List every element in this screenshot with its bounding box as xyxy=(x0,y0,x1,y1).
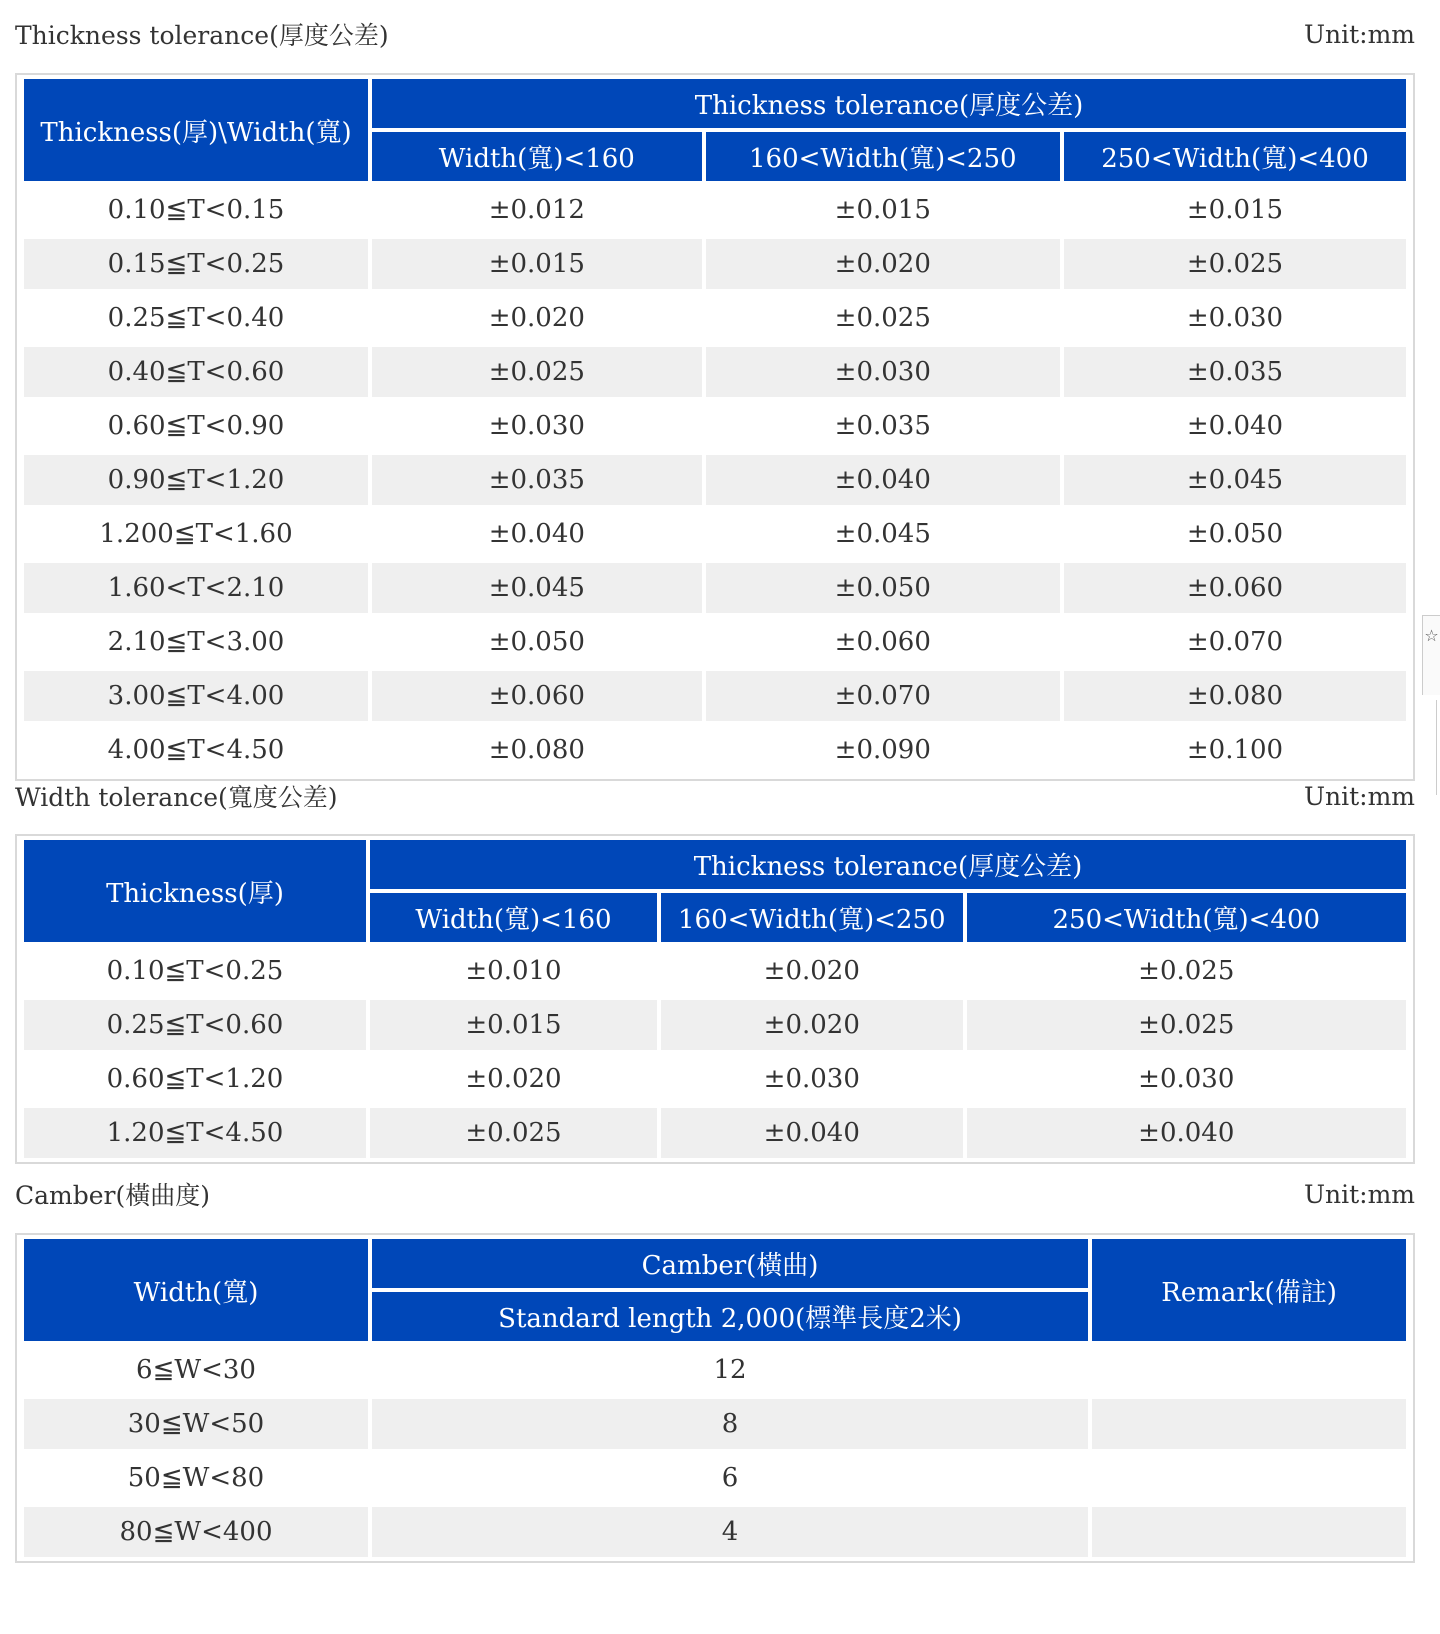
table-cell: ±0.035 xyxy=(1064,347,1406,397)
thickness-section-title: Thickness tolerance(厚度公差) xyxy=(15,21,389,50)
thickness-tolerance-table xyxy=(20,75,1410,779)
row-label-cell: 0.10≦T<0.15 xyxy=(107,195,285,225)
table-cell: ±0.040 xyxy=(1186,411,1284,441)
column-header: 250<Width(寬)<400 xyxy=(1064,132,1406,181)
width-section-title: Width tolerance(寬度公差) xyxy=(15,783,338,812)
table-cell: ±0.045 xyxy=(834,519,931,549)
row-label-cell: 1.200≦T<1.60 xyxy=(99,519,293,549)
table-cell: ±0.025 xyxy=(1138,956,1235,986)
table-row xyxy=(24,617,1406,667)
row-label-cell: 1.20≦T<4.50 xyxy=(24,1108,366,1158)
column-header: Width(寬)<160 xyxy=(372,132,702,181)
table-cell: ±0.012 xyxy=(488,195,585,225)
table-cell: ±0.015 xyxy=(834,195,931,225)
group-header: Thickness tolerance(厚度公差) xyxy=(370,840,1406,889)
width-section-unit: Unit:mm xyxy=(1303,781,1415,811)
table-cell: ±0.060 xyxy=(372,671,702,721)
group-header: Camber(橫曲) xyxy=(372,1239,1088,1288)
table-cell: ±0.025 xyxy=(372,347,702,397)
table-cell: ±0.030 xyxy=(1186,303,1284,333)
row-label-cell: 0.25≦T<0.40 xyxy=(107,303,285,333)
side-widget[interactable] xyxy=(1422,615,1440,695)
row-label-cell: 2.10≦T<3.00 xyxy=(107,627,285,657)
thickness-section-unit: Unit:mm xyxy=(1303,19,1415,49)
table-cell: ±0.015 xyxy=(370,1000,657,1050)
table-row xyxy=(24,293,1406,343)
table-cell xyxy=(1092,1507,1406,1557)
column-header: 250<Width(寬)<400 xyxy=(967,893,1406,942)
table-cell: ±0.025 xyxy=(967,1000,1406,1050)
table-row xyxy=(24,1507,1406,1557)
row-label-cell: 0.15≦T<0.25 xyxy=(24,239,368,289)
table-cell: ±0.020 xyxy=(661,1000,963,1050)
group-header: Thickness tolerance(厚度公差) xyxy=(372,79,1406,128)
table-row xyxy=(24,455,1406,505)
table-cell: ±0.080 xyxy=(1064,671,1406,721)
table-cell: 6 xyxy=(721,1463,739,1493)
table-cell: ±0.025 xyxy=(370,1108,657,1158)
table-cell: ±0.030 xyxy=(763,1064,860,1094)
table-cell: ±0.100 xyxy=(1186,735,1284,765)
row-label-cell: 0.60≦T<1.20 xyxy=(106,1064,284,1094)
table-cell: ±0.040 xyxy=(488,519,585,549)
row-label-cell: 30≦W<50 xyxy=(24,1399,368,1449)
row-label-cell: 0.60≦T<0.90 xyxy=(107,411,285,441)
table-cell: ±0.060 xyxy=(1064,563,1406,613)
table-cell: ±0.020 xyxy=(706,239,1060,289)
table-cell: ±0.050 xyxy=(706,563,1060,613)
table-row xyxy=(24,185,1406,235)
camber-section-header xyxy=(15,1174,1415,1214)
column-header: 160<Width(寬)<250 xyxy=(706,132,1060,181)
table-cell: 4 xyxy=(372,1507,1088,1557)
table-cell: ±0.080 xyxy=(488,735,585,765)
table-cell: ±0.060 xyxy=(834,627,931,657)
table-cell: ±0.020 xyxy=(488,303,585,333)
camber-section-title: Camber(橫曲度) xyxy=(15,1181,210,1210)
table-cell: ±0.040 xyxy=(706,455,1060,505)
table-row xyxy=(24,347,1406,397)
row-label-cell: 80≦W<400 xyxy=(24,1507,368,1557)
table-cell: 8 xyxy=(372,1399,1088,1449)
sub-header: Standard length 2,000(標準長度2米) xyxy=(372,1292,1088,1341)
table-cell: ±0.050 xyxy=(488,627,585,657)
width-table-body xyxy=(24,946,1406,1158)
star-icon[interactable]: ☆ xyxy=(1424,626,1439,645)
table-cell: ±0.020 xyxy=(465,1064,562,1094)
row-label-cell: 0.25≦T<0.60 xyxy=(24,1000,366,1050)
side-widget-edge xyxy=(1436,700,1440,795)
table-cell: ±0.010 xyxy=(465,956,562,986)
row-label-cell: 3.00≦T<4.00 xyxy=(24,671,368,721)
table-row xyxy=(24,1453,1406,1503)
table-row xyxy=(24,401,1406,451)
camber-table xyxy=(20,1235,1410,1561)
table-cell: ±0.070 xyxy=(1186,627,1284,657)
table-row xyxy=(24,671,1406,721)
table-row xyxy=(24,563,1406,613)
corner-header: Width(寬) xyxy=(24,1239,368,1341)
thickness-tolerance-table-wrap xyxy=(15,73,1415,781)
table-cell: ±0.070 xyxy=(706,671,1060,721)
table-cell: ±0.025 xyxy=(834,303,931,333)
table-cell xyxy=(1092,1453,1406,1503)
table-row xyxy=(24,509,1406,559)
table-cell: ±0.090 xyxy=(834,735,931,765)
table-cell: ±0.015 xyxy=(1186,195,1284,225)
table-cell: ±0.040 xyxy=(967,1108,1406,1158)
row-label-cell: 4.00≦T<4.50 xyxy=(107,735,285,765)
row-label-cell: 50≦W<80 xyxy=(127,1463,265,1493)
column-header: Width(寬)<160 xyxy=(370,893,657,942)
width-section-header xyxy=(15,776,1415,816)
table-cell: ±0.015 xyxy=(372,239,702,289)
row-label-cell: 0.40≦T<0.60 xyxy=(24,347,368,397)
table-cell: 12 xyxy=(713,1355,747,1385)
table-row xyxy=(24,1399,1406,1449)
table-cell: ±0.045 xyxy=(1064,455,1406,505)
table-cell: ±0.025 xyxy=(1064,239,1406,289)
thickness-section-header xyxy=(15,14,1415,54)
table-row xyxy=(24,239,1406,289)
table-cell: ±0.040 xyxy=(661,1108,963,1158)
table-cell: ±0.035 xyxy=(372,455,702,505)
table-cell xyxy=(1092,1399,1406,1449)
row-label-cell: 6≦W<30 xyxy=(136,1355,256,1385)
row-label-cell: 0.90≦T<1.20 xyxy=(24,455,368,505)
row-label-cell: 1.60<T<2.10 xyxy=(24,563,368,613)
table-row xyxy=(24,1108,1406,1158)
column-header: 160<Width(寬)<250 xyxy=(661,893,963,942)
table-cell: ±0.030 xyxy=(706,347,1060,397)
table-cell: ±0.045 xyxy=(372,563,702,613)
table-row xyxy=(24,1345,1406,1395)
table-cell: ±0.020 xyxy=(763,956,860,986)
width-tolerance-table xyxy=(20,836,1410,1162)
row-label-cell: 0.10≦T<0.25 xyxy=(106,956,284,986)
thickness-table-body xyxy=(24,185,1406,775)
camber-table-wrap xyxy=(15,1233,1415,1563)
corner-header: Thickness(厚)\Width(寬) xyxy=(24,79,368,181)
table-cell: ±0.030 xyxy=(488,411,585,441)
camber-section-unit: Unit:mm xyxy=(1303,1179,1415,1209)
table-row xyxy=(24,946,1406,996)
table-row xyxy=(24,1054,1406,1104)
width-tolerance-table-wrap xyxy=(15,834,1415,1164)
camber-table-body xyxy=(24,1345,1406,1557)
table-cell: ±0.035 xyxy=(834,411,931,441)
corner-header: Thickness(厚) xyxy=(24,840,366,942)
remark-header: Remark(備註) xyxy=(1092,1239,1406,1341)
table-cell: ±0.030 xyxy=(1138,1064,1235,1094)
table-row xyxy=(24,725,1406,775)
table-cell: ±0.050 xyxy=(1186,519,1284,549)
table-row xyxy=(24,1000,1406,1050)
table-cell xyxy=(1092,1345,1406,1395)
